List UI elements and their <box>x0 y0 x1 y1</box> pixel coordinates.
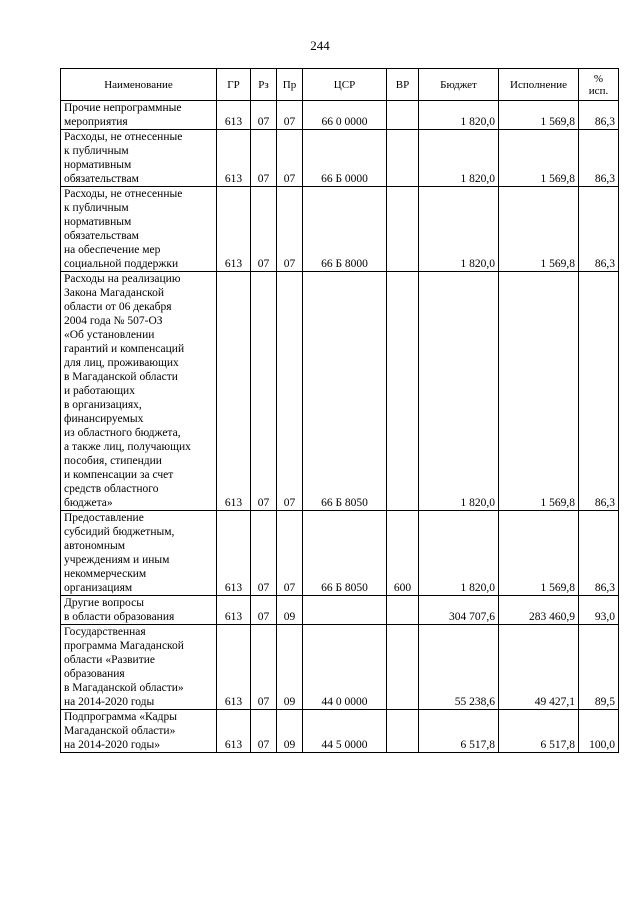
row-csr: 66 Б 0000 <box>303 130 387 187</box>
row-budget: 55 238,6 <box>419 625 499 710</box>
row-csr: 66 Б 8000 <box>303 187 387 272</box>
row-pct: 89,5 <box>579 625 619 710</box>
table-row <box>61 511 619 596</box>
header-budget: Бюджет <box>419 69 499 101</box>
row-pr: 09 <box>277 625 303 710</box>
row-execution: 49 427,1 <box>499 625 579 710</box>
row-budget: 1 820,0 <box>419 187 499 272</box>
row-pct: 100,0 <box>579 710 619 753</box>
row-pr: 09 <box>277 596 303 625</box>
row-name: Расходы, не отнесенные к публичным нормативным обязательствам на обеспечение мер социальной поддержки <box>61 187 217 272</box>
row-execution: 1 569,8 <box>499 511 579 596</box>
row-vr <box>387 272 419 511</box>
row-execution: 6 517,8 <box>499 710 579 753</box>
row-gr: 613 <box>217 710 251 753</box>
row-gr: 613 <box>217 101 251 130</box>
row-pct: 86,3 <box>579 511 619 596</box>
table-row <box>61 596 619 625</box>
row-vr <box>387 710 419 753</box>
row-budget: 6 517,8 <box>419 710 499 753</box>
header-csr: ЦСР <box>303 69 387 101</box>
table-row <box>61 625 619 710</box>
page-number: 244 <box>310 38 330 53</box>
row-budget: 1 820,0 <box>419 511 499 596</box>
table-row <box>61 130 619 187</box>
row-pct: 93,0 <box>579 596 619 625</box>
row-vr <box>387 187 419 272</box>
row-budget: 1 820,0 <box>419 272 499 511</box>
row-rz: 07 <box>251 187 277 272</box>
row-pr: 09 <box>277 710 303 753</box>
row-rz: 07 <box>251 272 277 511</box>
row-name: Подпрограмма «Кадры Магаданской области» на 2014-2020 годы» <box>61 710 217 753</box>
row-name: Государственная программа Магаданской области «Развитие образования в Магаданской области» на 2014-2020 годы <box>61 625 217 710</box>
row-name: Расходы, не отнесенные к публичным нормативным обязательствам <box>61 130 217 187</box>
row-pr: 07 <box>277 101 303 130</box>
table-row <box>61 187 619 272</box>
header-gr: ГР <box>217 69 251 101</box>
row-execution: 1 569,8 <box>499 130 579 187</box>
row-budget: 304 707,6 <box>419 596 499 625</box>
header-rz: Рз <box>251 69 277 101</box>
header-pct: % исп. <box>579 69 619 101</box>
row-csr: 44 0 0000 <box>303 625 387 710</box>
table-row <box>61 101 619 130</box>
row-csr: 66 0 0000 <box>303 101 387 130</box>
row-vr <box>387 101 419 130</box>
row-gr: 613 <box>217 272 251 511</box>
row-gr: 613 <box>217 130 251 187</box>
row-csr: 66 Б 8050 <box>303 511 387 596</box>
header-name: Наименование <box>61 69 217 101</box>
row-rz: 07 <box>251 101 277 130</box>
table-row <box>61 272 619 511</box>
row-pr: 07 <box>277 130 303 187</box>
row-pct: 86,3 <box>579 187 619 272</box>
row-csr: 44 5 0000 <box>303 710 387 753</box>
row-gr: 613 <box>217 511 251 596</box>
row-execution: 1 569,8 <box>499 272 579 511</box>
row-pr: 07 <box>277 187 303 272</box>
header-vr: ВР <box>387 69 419 101</box>
row-rz: 07 <box>251 625 277 710</box>
table-row <box>61 710 619 753</box>
row-csr <box>303 596 387 625</box>
row-rz: 07 <box>251 710 277 753</box>
row-rz: 07 <box>251 596 277 625</box>
row-csr: 66 Б 8050 <box>303 272 387 511</box>
header-pr: Пр <box>277 69 303 101</box>
budget-table <box>60 68 619 753</box>
row-gr: 613 <box>217 596 251 625</box>
row-vr <box>387 596 419 625</box>
row-vr: 600 <box>387 511 419 596</box>
row-vr <box>387 625 419 710</box>
row-name: Расходы на реализацию Закона Магаданской области от 06 декабря 2004 года № 507-ОЗ «Об установлении гарантий и компенсаций для лиц, проживающих в Магаданской области и работающих в организациях, финансируемых из областного бюджета, а также лиц, получающих пособия, стипендии и компенсации за счет средств областного бюджета» <box>61 272 217 511</box>
row-execution: 283 460,9 <box>499 596 579 625</box>
row-budget: 1 820,0 <box>419 130 499 187</box>
row-name: Предоставление субсидий бюджетным, автономным учреждениям и иным некоммерческим организациям <box>61 511 217 596</box>
row-execution: 1 569,8 <box>499 101 579 130</box>
row-budget: 1 820,0 <box>419 101 499 130</box>
row-rz: 07 <box>251 511 277 596</box>
row-gr: 613 <box>217 187 251 272</box>
table-body <box>61 101 619 753</box>
row-pct: 86,3 <box>579 272 619 511</box>
header-execution: Исполнение <box>499 69 579 101</box>
row-pct: 86,3 <box>579 130 619 187</box>
row-execution: 1 569,8 <box>499 187 579 272</box>
row-gr: 613 <box>217 625 251 710</box>
row-rz: 07 <box>251 130 277 187</box>
table-header <box>61 69 619 101</box>
row-name: Другие вопросы в области образования <box>61 596 217 625</box>
row-name: Прочие непрограммные мероприятия <box>61 101 217 130</box>
row-pr: 07 <box>277 272 303 511</box>
row-pct: 86,3 <box>579 101 619 130</box>
row-pr: 07 <box>277 511 303 596</box>
row-vr <box>387 130 419 187</box>
